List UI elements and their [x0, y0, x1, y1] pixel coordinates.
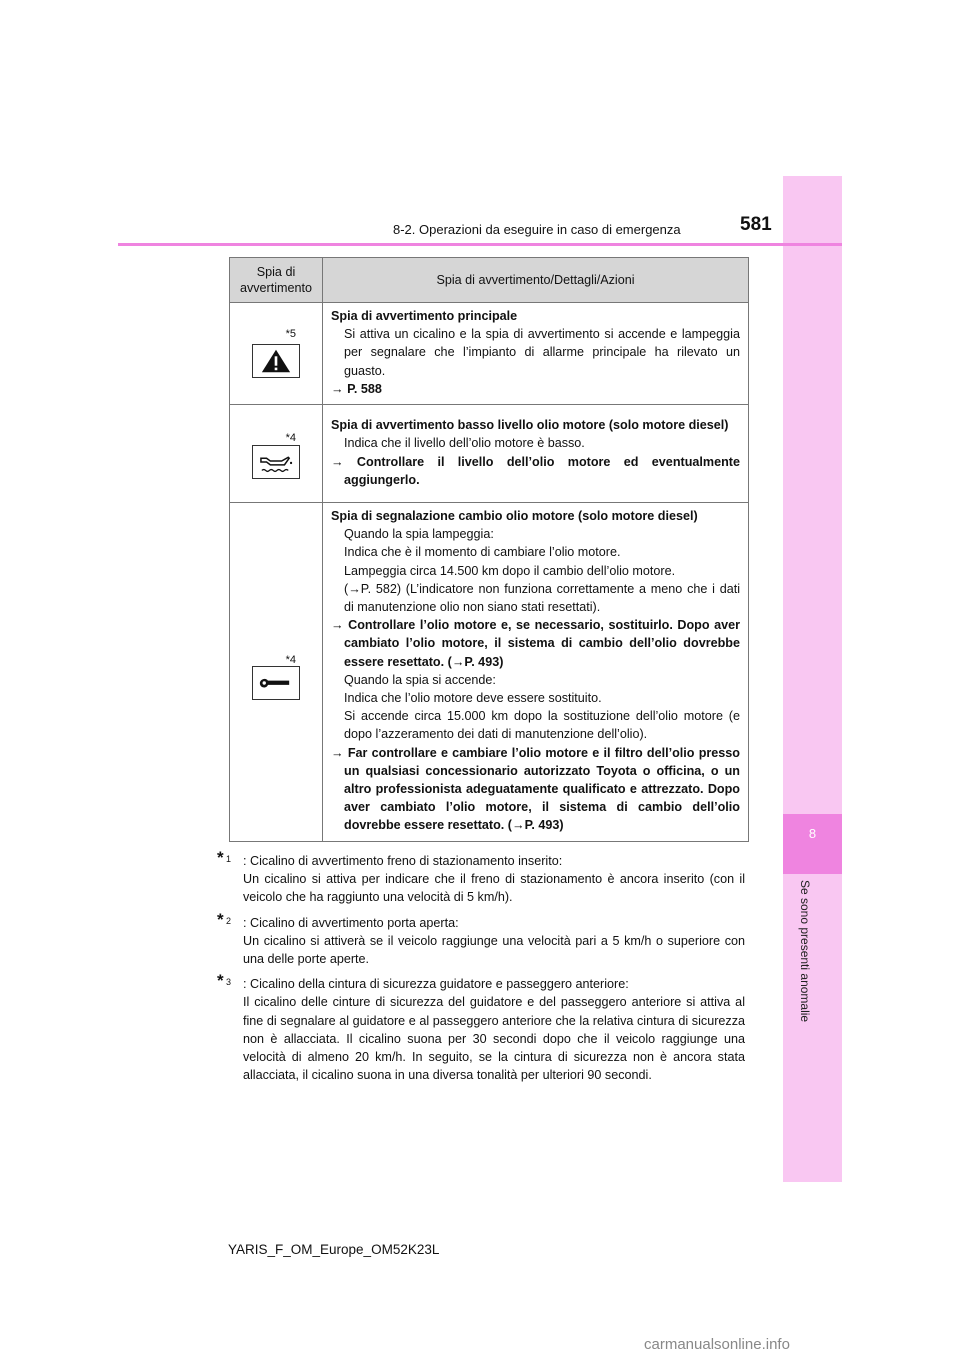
- blink-text: Lampeggia circa 14.500 km dopo il cambio dell’olio motore.: [344, 563, 676, 578]
- footnote-mark: *4: [285, 432, 296, 445]
- oil-maintenance-wrench-icon: [252, 666, 300, 700]
- warning-title: Spia di avvertimento principale: [331, 309, 518, 323]
- watermark: carmanualsonline.info: [644, 1336, 790, 1353]
- on-action-ref: (→P. 493): [507, 818, 564, 833]
- warning-action: → Controllare il livello dell’olio motore ed eventualmente aggiungerlo.: [331, 454, 740, 487]
- warning-text: Si attiva un cicalino e la spia di avvertimento si accende e lampeggia per segnalare che l’impianto di allarme principale ha rilevato un guasto.: [344, 327, 740, 378]
- icon-cell: [230, 405, 323, 503]
- footnote-star: *: [217, 848, 224, 867]
- footnote-title: : Cicalino di avvertimento freno di stazionamento inserito:: [243, 854, 563, 868]
- warning-action: → P. 588: [331, 381, 382, 396]
- chapter-number: 8: [808, 826, 817, 841]
- footnote-text: Il cicalino delle cinture di sicurezza del guidatore e del passeggero anteriore si attiva al fine di segnalare al guidatore e al passeggero anteriore che la relativa cintura di sicurezza non è allacciata. Il cicalino suona per 30 secondi dopo che il veicolo raggiunge una velocità di almeno 20 km/h. In seguito, se la cintura di sicurezza non è ancora stata allacciata, il cicalino suona in una diversa tonalità per ulteriori 90 secondi.: [243, 995, 745, 1083]
- footnotes: [217, 848, 745, 1091]
- warning-light-table: [229, 257, 749, 842]
- footnote-star: *: [217, 971, 224, 991]
- column-header-light: Spia di avvertimento: [230, 258, 323, 303]
- footnote-title: : Cicalino di avvertimento porta aperta:: [243, 915, 459, 930]
- footnote-star: *: [217, 909, 224, 929]
- table-row: [230, 303, 749, 405]
- low-oil-level-icon: [252, 445, 300, 479]
- blink-text: (→P. 582) (L’indicatore non funziona correttamente a meno che i dati di manutenzione olio non siano stati resettati).: [344, 581, 740, 615]
- table-header-row: [230, 258, 749, 303]
- description-cell: [323, 503, 749, 842]
- chapter-side-tab: [783, 176, 842, 1182]
- blink-label: Quando la spia lampeggia:: [344, 527, 494, 542]
- footnote-mark: *4: [285, 654, 296, 667]
- icon-cell: [230, 503, 323, 842]
- on-text: Indica che l’olio motore deve essere sostituito.: [344, 691, 602, 706]
- page-number: 581: [740, 214, 772, 235]
- blink-text: Indica che è il momento di cambiare l’olio motore.: [344, 545, 621, 560]
- footnote-number: 2: [226, 915, 232, 926]
- master-warning-triangle-icon: [252, 344, 300, 378]
- blink-action-ref: (→P. 493): [447, 654, 504, 669]
- table-row: [230, 405, 749, 503]
- footnote-number: 1: [226, 854, 232, 864]
- on-action-text: → Far controllare e cambiare l’olio motore e il filtro dell’olio presso un qualsiasi concessionario autorizzato Toyota o officina, o un altro professionista adeguatamente qualificato e attrezzato. Dopo aver cambiato l’olio motore, il sistema di cambio dell’olio dovrebbe essere resettato.: [331, 745, 740, 833]
- footnote-title: : Cicalino della cintura di sicurezza guidatore e passeggero anteriore:: [243, 977, 629, 992]
- column-header-details: Spia di avvertimento/Dettagli/Azioni: [323, 258, 749, 303]
- on-text: Si accende circa 15.000 km dopo la sostituzione dell’olio motore (e dopo l’azzeramento dei dati di manutenzione dell’olio).: [344, 709, 740, 742]
- on-action: [331, 744, 740, 835]
- footnote: [217, 971, 745, 1084]
- description-cell: [323, 303, 749, 405]
- footnote-text: Un cicalino si attiva per indicare che il freno di stazionamento è ancora inserito (con il veicolo che ha raggiunto una velocità di 5 km/h).: [243, 872, 745, 905]
- table-row: [230, 503, 749, 842]
- description-cell: [323, 405, 749, 503]
- warning-title: Spia di segnalazione cambio olio motore (solo motore diesel): [331, 509, 698, 524]
- header-divider: [118, 243, 842, 246]
- footnote: [217, 848, 745, 907]
- on-label: Quando la spia si accende:: [344, 672, 496, 687]
- icon-cell: [230, 303, 323, 405]
- warning-title: Spia di avvertimento basso livello olio motore (solo motore diesel): [331, 418, 729, 433]
- document-code: YARIS_F_OM_Europe_OM52K23L: [228, 1242, 440, 1257]
- footnote-text: Un cicalino si attiverà se il veicolo raggiunge una velocità pari a 5 km/h o superiore con una delle porte aperte.: [243, 933, 745, 967]
- blink-action-text: → Controllare l’olio motore e, se necessario, sostituirlo. Dopo aver cambiato l’olio motore, il sistema di cambio dell’olio dovrebbe essere resettato.: [331, 618, 740, 669]
- chapter-number-tab: [783, 814, 842, 874]
- section-title: 8-2. Operazioni da eseguire in caso di emergenza: [393, 222, 681, 237]
- footnote-mark: *5: [285, 328, 296, 340]
- footnote-number: 3: [226, 977, 232, 988]
- chapter-title: Se sono presenti anomalie: [798, 880, 812, 1023]
- warning-text: Indica che il livello dell’olio motore è basso.: [344, 436, 585, 451]
- blink-action: [331, 616, 740, 671]
- footnote: [217, 909, 745, 969]
